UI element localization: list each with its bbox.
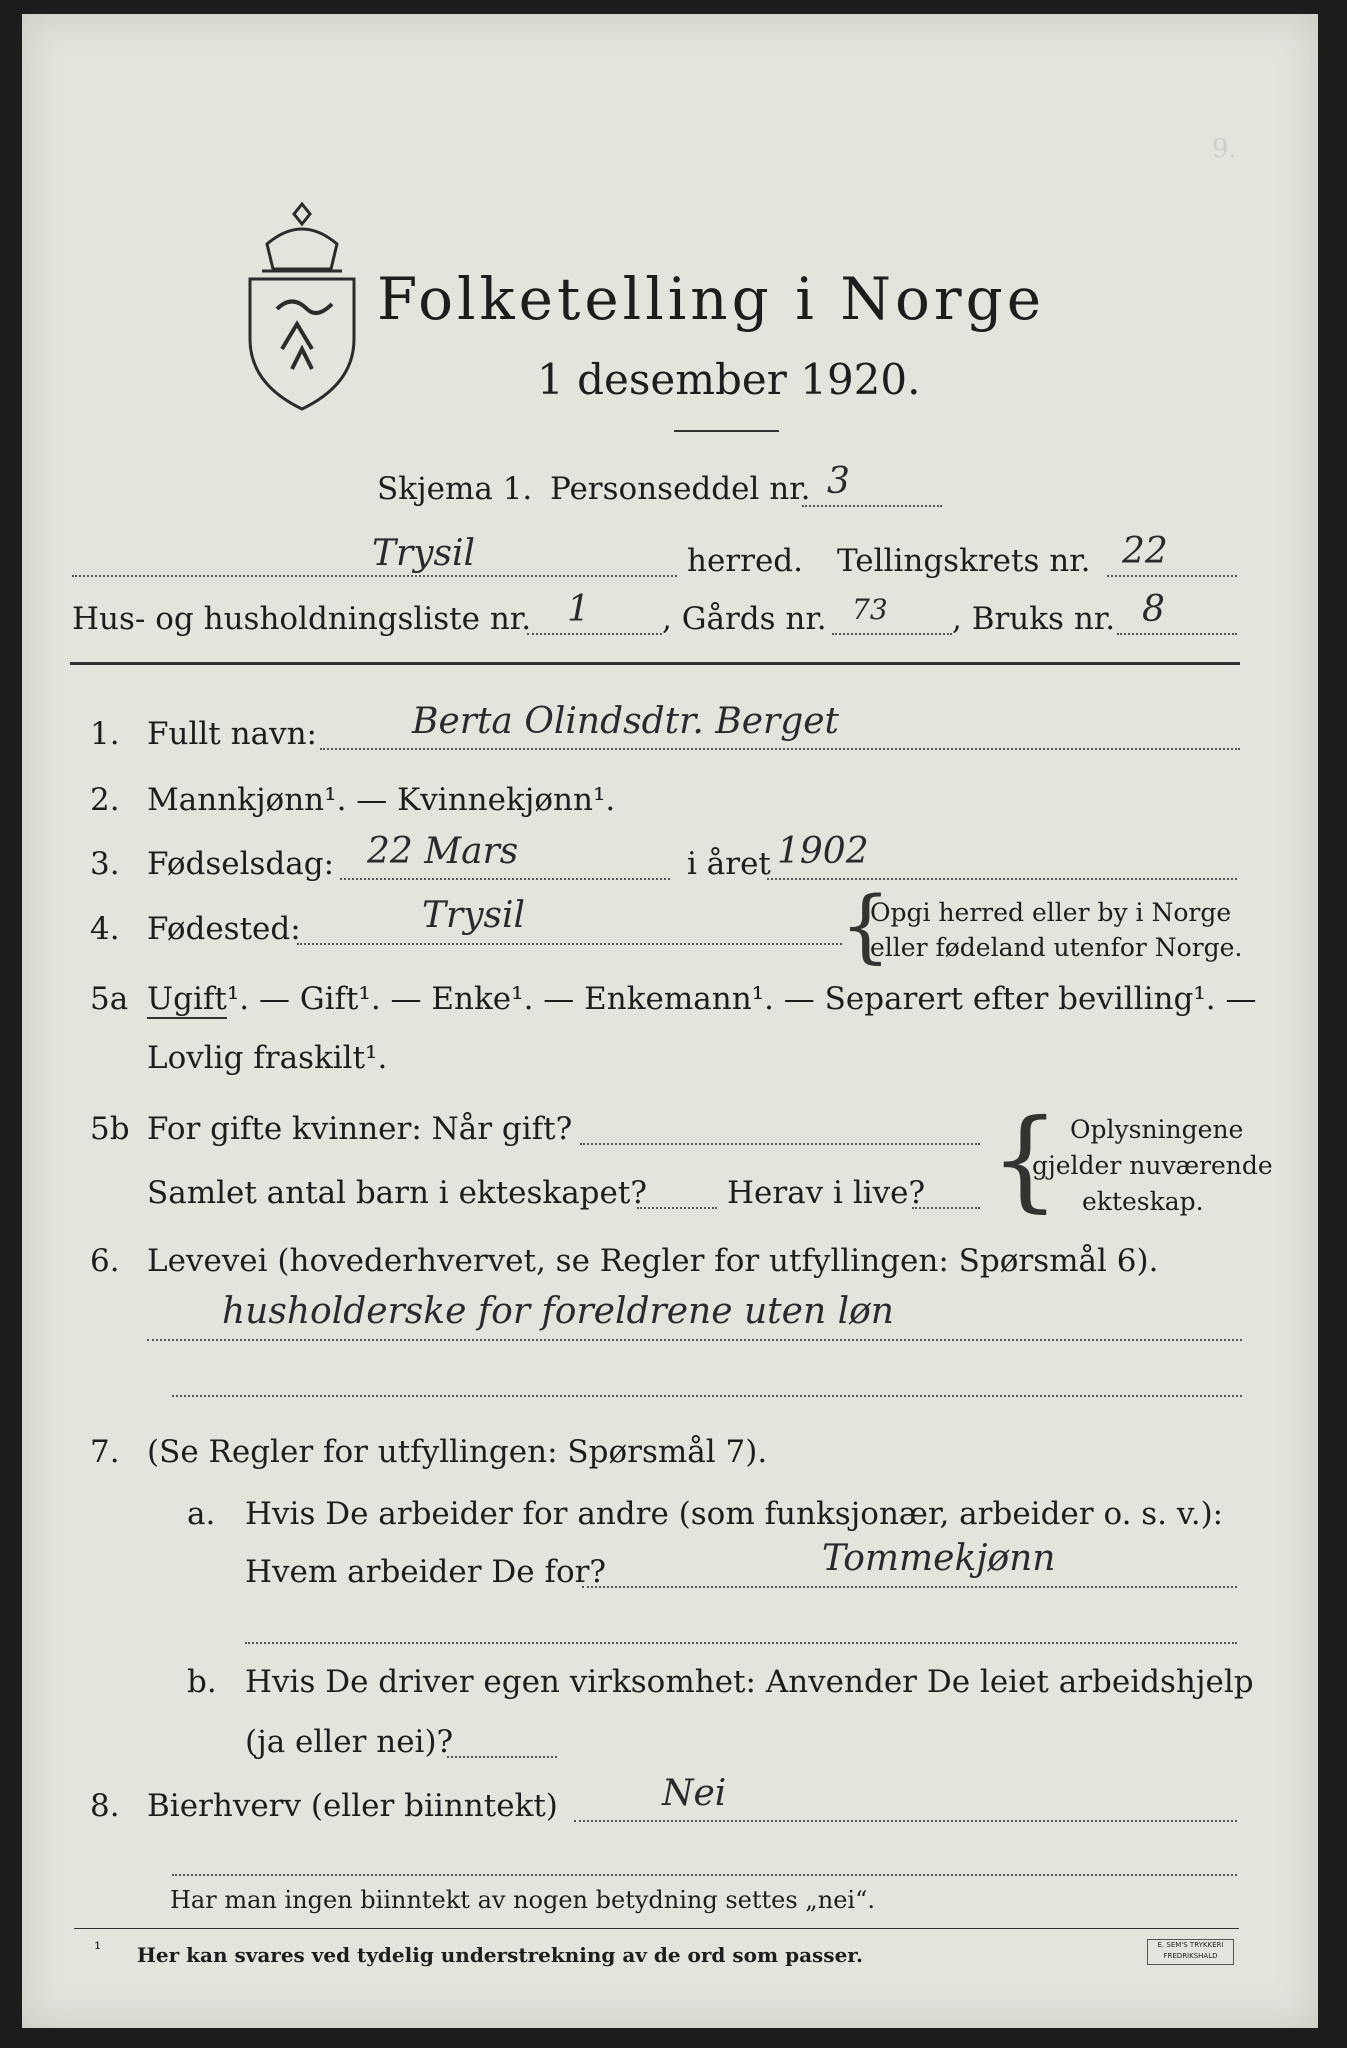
- q7a-line1: Hvis De arbeider for andre (som funksjonær, arbeider o. s. v.):: [245, 1496, 1224, 1532]
- footer-separator: [74, 1928, 1239, 1929]
- q1-full-name-value[interactable]: Berta Olindsdtr. Berget: [412, 701, 840, 742]
- q1-label: Fullt navn:: [147, 716, 317, 752]
- q7b-dotline: [447, 1756, 557, 1758]
- q7a-line2: Hvem arbeider De for?: [245, 1554, 607, 1590]
- q5b-line2-alive: Herav i live?: [727, 1175, 926, 1211]
- q8-dotline2: [172, 1874, 1237, 1876]
- q5b-alive-dotline: [912, 1207, 980, 1209]
- husliste-label: Hus- og husholdningsliste nr.: [72, 601, 532, 637]
- q4-note-brace: {: [840, 879, 891, 972]
- q6-occupation-value[interactable]: husholderske for foreldrene uten løn: [222, 1291, 894, 1332]
- form-date: 1 desember 1920.: [537, 355, 921, 404]
- personseddel-label: Personseddel nr.: [550, 471, 811, 507]
- gards-label: , Gårds nr.: [662, 601, 827, 637]
- q5b-number: 5b: [90, 1111, 130, 1147]
- herred-label: herred.: [687, 543, 803, 579]
- q4-note-line1: Opgi herred eller by i Norge: [870, 898, 1232, 927]
- coat-of-arms-icon: [232, 199, 372, 414]
- q8-side-income-value[interactable]: Nei: [662, 1773, 727, 1814]
- q4-note-line2: eller fødeland utenfor Norge.: [870, 933, 1243, 962]
- q7a-dotline1: [582, 1586, 1237, 1588]
- herred-dotline: [72, 575, 677, 577]
- q5a-line2: Lovlig fraskilt¹.: [147, 1040, 388, 1076]
- q7b-letter: b.: [187, 1664, 217, 1700]
- census-form-page: [22, 14, 1318, 2028]
- tellingskrets-label: Tellingskrets nr.: [837, 543, 1091, 579]
- q3-year-dotline: [767, 878, 1237, 880]
- q4-label: Fødested:: [147, 911, 301, 947]
- q1-dotline: [320, 748, 1240, 750]
- tellingskrets-dotline: [1107, 575, 1237, 577]
- q5a-options-rest: ¹. — Gift¹. — Enke¹. — Enkemann¹. — Separert efter bevilling¹. —: [226, 981, 1257, 1017]
- q7a-employer-value[interactable]: Tommekjønn: [822, 1538, 1056, 1579]
- q8-dotline1: [574, 1820, 1237, 1822]
- q6-label: Levevei (hovederhvervet, se Regler for utfyllingen: Spørsmål 6).: [147, 1243, 1159, 1279]
- gards-value[interactable]: 73: [852, 593, 888, 626]
- q3-number: 3.: [90, 846, 120, 882]
- q6-number: 6.: [90, 1243, 120, 1279]
- q7-label: (Se Regler for utfyllingen: Spørsmål 7).: [147, 1434, 768, 1470]
- header-separator: [70, 662, 1240, 665]
- q3-label: Fødselsdag:: [147, 846, 335, 882]
- q2-gender-options: Mannkjønn¹. — Kvinnekjønn¹.: [147, 782, 616, 818]
- q4-number: 4.: [90, 911, 120, 947]
- q5b-children-dotline: [637, 1207, 717, 1209]
- q5b-line1: For gifte kvinner: Når gift?: [147, 1111, 573, 1147]
- q1-number: 1.: [90, 716, 120, 752]
- q7b-line2: (ja eller nei)?: [245, 1724, 454, 1760]
- q7a-letter: a.: [187, 1496, 216, 1532]
- personseddel-value[interactable]: 3: [827, 461, 850, 502]
- q5b-note-line1: Oplysningene: [1070, 1115, 1244, 1144]
- q5b-note-line2: gjelder nuværende: [1032, 1151, 1273, 1180]
- husliste-dotline: [527, 633, 662, 635]
- q5a-marital-options: [147, 979, 1256, 1019]
- q5a-number: 5a: [90, 981, 129, 1017]
- bruks-value[interactable]: 8: [1142, 589, 1165, 630]
- q7a-dotline2: [245, 1642, 1237, 1644]
- q8-label: Bierhverv (eller biinntekt): [147, 1788, 558, 1824]
- bleed-through-text: 9.: [1212, 134, 1237, 164]
- bruks-label: , Bruks nr.: [952, 601, 1116, 637]
- herred-value[interactable]: Trysil: [372, 533, 476, 574]
- q3-year-value[interactable]: 1902: [777, 831, 869, 872]
- q8-number: 8.: [90, 1788, 120, 1824]
- footer-note: Har man ingen biinntekt av nogen betydning settes „nei“.: [170, 1886, 875, 1914]
- husliste-value[interactable]: 1: [567, 589, 590, 630]
- q5b-note-line3: ekteskap.: [1082, 1187, 1204, 1216]
- q2-number: 2.: [90, 782, 120, 818]
- tellingskrets-value[interactable]: 22: [1122, 531, 1168, 572]
- q4-dotline: [297, 943, 842, 945]
- schema-label: Skjema 1.: [377, 471, 533, 507]
- form-title: Folketelling i Norge: [377, 265, 1046, 333]
- footnote-mark: ¹: [94, 1939, 102, 1960]
- q5b-line2-children: Samlet antal barn i ekteskapet?: [147, 1175, 647, 1211]
- q5b-note-brace: {: [990, 1095, 1060, 1223]
- printer-stamp: E. SEM'S TRYKKERI FREDRIKSHALD: [1147, 1939, 1234, 1965]
- bruks-dotline: [1117, 633, 1237, 635]
- q3-day-dotline: [340, 878, 670, 880]
- q5b-gift-dotline: [580, 1143, 980, 1145]
- q7-number: 7.: [90, 1434, 120, 1470]
- q3-day-value[interactable]: 22 Mars: [367, 831, 519, 872]
- q6-dotline1: [147, 1339, 1242, 1341]
- q7b-line1: Hvis De driver egen virksomhet: Anvender De leiet arbeidshjelp: [245, 1664, 1254, 1700]
- q4-birthplace-value[interactable]: Trysil: [422, 895, 526, 936]
- gards-dotline: [832, 633, 952, 635]
- q6-dotline2: [172, 1395, 1242, 1397]
- title-divider: [674, 430, 779, 432]
- personseddel-dotline: [802, 505, 942, 507]
- footnote-text: Her kan svares ved tydelig understrekning av de ord som passer.: [137, 1943, 863, 1967]
- q3-year-label: i året: [687, 846, 771, 882]
- q5a-ugift-underlined: Ugift: [147, 981, 227, 1017]
